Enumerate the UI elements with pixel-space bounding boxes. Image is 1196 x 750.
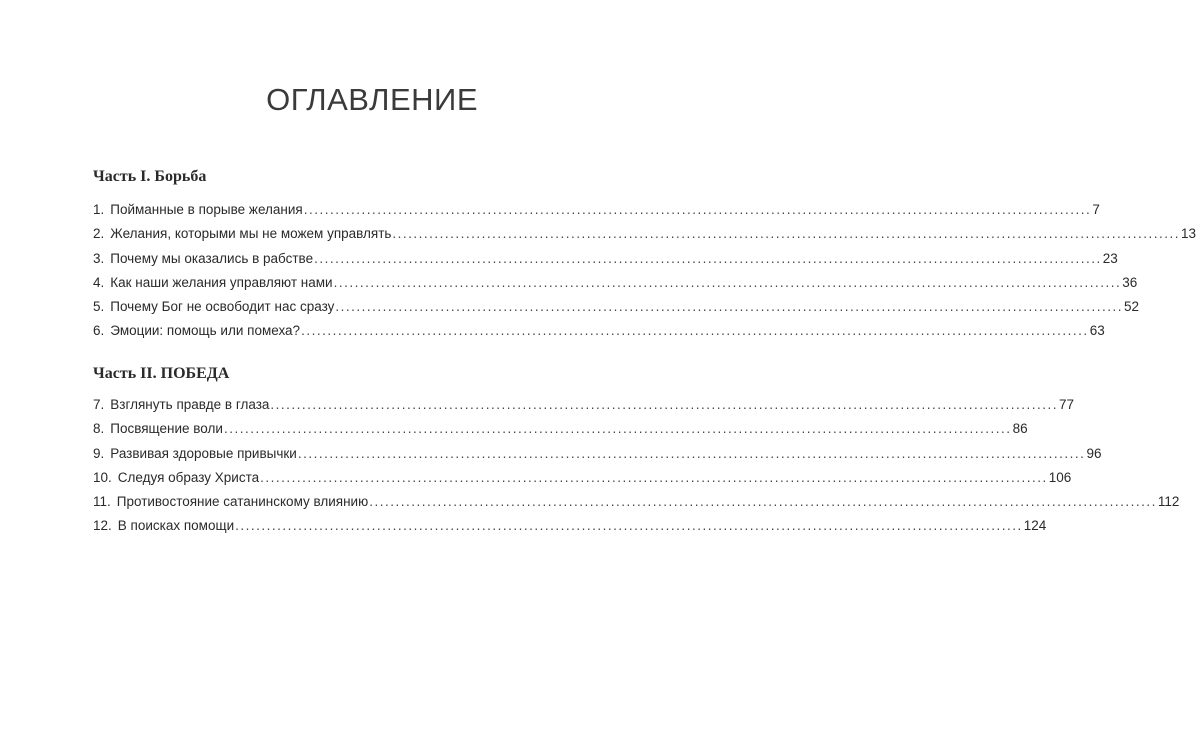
page-number: 36 xyxy=(1122,274,1138,290)
chapter-number: 2. xyxy=(93,226,105,242)
chapter-title: Почему мы оказались в рабстве xyxy=(110,250,314,266)
chapter-title: Почему Бог не освободит нас сразу xyxy=(110,299,335,315)
toc-entry[interactable] xyxy=(93,226,1196,250)
toc-entry[interactable] xyxy=(93,421,1028,445)
chapter-number: 7. xyxy=(93,397,105,412)
chapter-title: Следуя образу Христа xyxy=(117,469,260,485)
dot-leader: ...................................................................................................................................................... xyxy=(303,202,1092,217)
chapter-title: Противостояние сатанинскому влиянию xyxy=(116,494,369,510)
toc-entry[interactable] xyxy=(93,397,1075,421)
chapter-title: Пойманные в порыве желания xyxy=(110,202,303,217)
part-heading-2: Часть II. ПОБЕДА xyxy=(93,365,230,382)
chapter-number: 6. xyxy=(93,323,105,339)
dot-leader: ...................................................................................................................................................... xyxy=(235,518,1023,534)
chapter-number: 8. xyxy=(93,421,105,437)
toc-entry[interactable] xyxy=(93,274,1138,299)
chapter-title: Как наши желания управляют нами xyxy=(110,274,333,290)
toc-entry[interactable] xyxy=(93,299,1140,323)
dot-leader: ...................................................................................................................................................... xyxy=(223,421,1012,437)
dot-leader: ...................................................................................................................................................... xyxy=(333,274,1122,290)
toc-entry[interactable] xyxy=(93,445,1102,470)
page-number: 106 xyxy=(1048,469,1072,485)
toc-list-part-1 xyxy=(93,202,1196,348)
chapter-number: 11. xyxy=(93,494,111,510)
chapter-number: 9. xyxy=(93,445,105,461)
page-number: 96 xyxy=(1086,445,1102,461)
dot-leader: ...................................................................................................................................................... xyxy=(301,323,1089,339)
page-title: ОГЛАВЛЕНИЕ xyxy=(266,82,478,117)
chapter-number: 4. xyxy=(93,274,105,290)
page-number: 124 xyxy=(1023,518,1047,534)
dot-leader: ...................................................................................................................................................... xyxy=(297,445,1086,461)
dot-leader: ...................................................................................................................................................... xyxy=(314,250,1102,266)
chapter-number: 5. xyxy=(93,299,105,315)
dot-leader: ...................................................................................................................................................... xyxy=(270,397,1059,412)
dot-leader: ...................................................................................................................................................... xyxy=(369,494,1157,510)
chapter-number: 12. xyxy=(93,518,112,534)
page-number: 13 xyxy=(1181,226,1196,242)
dot-leader: ...................................................................................................................................................... xyxy=(335,299,1123,315)
chapter-title: Эмоции: помощь или помеха? xyxy=(110,323,301,339)
toc-entry[interactable] xyxy=(93,518,1047,542)
dot-leader: ...................................................................................................................................................... xyxy=(392,226,1181,242)
page-number: 86 xyxy=(1012,421,1028,437)
page-number: 7 xyxy=(1092,202,1100,217)
toc-list-part-2 xyxy=(93,397,1180,543)
chapter-title: Желания, которыми мы не можем управлять xyxy=(110,226,392,242)
chapter-title: Взглянуть правде в глаза xyxy=(110,397,270,412)
toc-entry[interactable] xyxy=(93,494,1180,518)
part-heading-1: Часть I. Борьба xyxy=(93,168,207,185)
toc-entry[interactable] xyxy=(93,202,1100,226)
toc-entry[interactable] xyxy=(93,469,1072,494)
toc-entry[interactable] xyxy=(93,250,1118,275)
chapter-title: Посвящение воли xyxy=(110,421,223,437)
page-number: 77 xyxy=(1059,397,1075,412)
page-number: 52 xyxy=(1124,299,1140,315)
page-number: 112 xyxy=(1157,494,1180,510)
chapter-number: 3. xyxy=(93,250,105,266)
chapter-title: В поисках помощи xyxy=(117,518,235,534)
toc-entry[interactable] xyxy=(93,323,1105,347)
chapter-number: 10. xyxy=(93,469,112,485)
page-number: 23 xyxy=(1102,250,1118,266)
chapter-number: 1. xyxy=(93,202,105,217)
dot-leader: ...................................................................................................................................................... xyxy=(260,469,1048,485)
chapter-title: Развивая здоровые привычки xyxy=(110,445,297,461)
page-number: 63 xyxy=(1089,323,1105,339)
